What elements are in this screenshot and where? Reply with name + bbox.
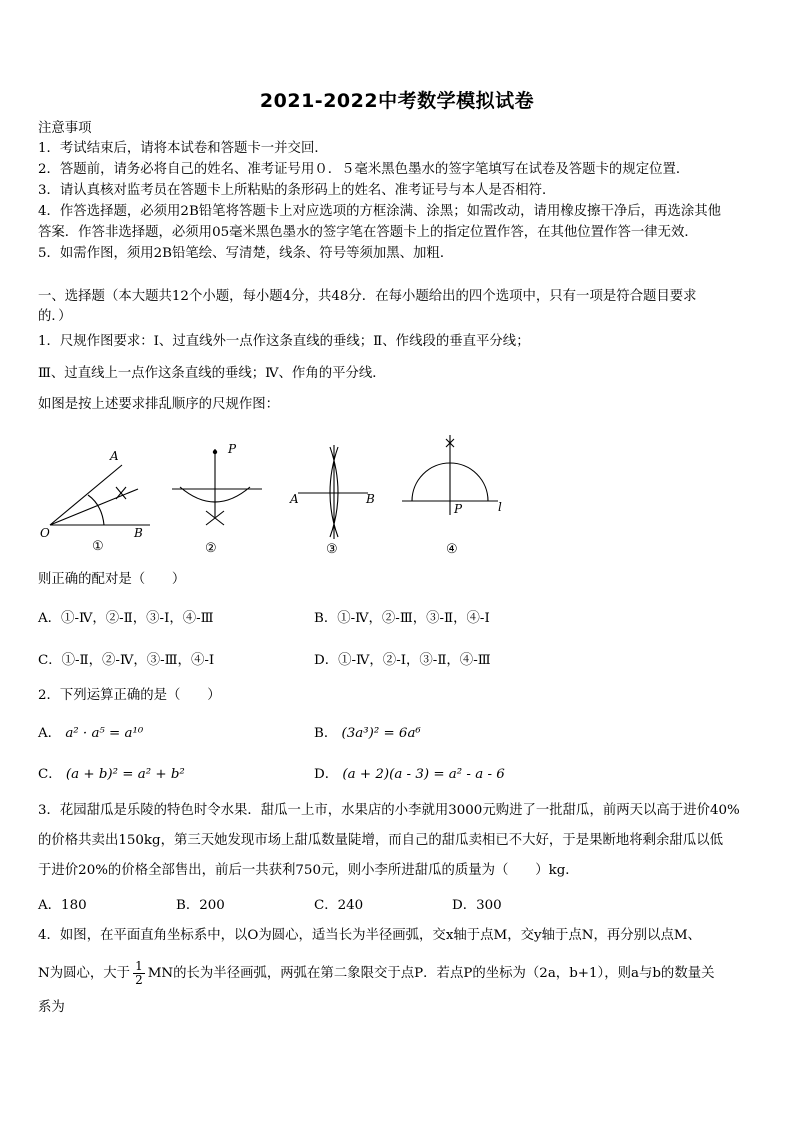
point-P-dot <box>213 450 217 454</box>
q4-line2-pre: N为圆心，大于 <box>38 966 131 981</box>
label-B: B <box>134 526 143 540</box>
label-B: B <box>366 492 375 506</box>
q3-option-A[interactable]: A．180 <box>38 898 87 913</box>
q1-stem-line3: 如图是按上述要求排乱顺序的尺规作图： <box>38 397 280 412</box>
notes-heading: 注意事项 <box>38 121 92 136</box>
q4-line2-post: MN的长为半径画弧，两弧在第二象限交于点P．若点P的坐标为（2a，b+1），则a与b的数量关 <box>147 966 715 981</box>
figure-4-perpendicular-on-line <box>402 435 498 515</box>
q1-construction-figures <box>30 425 530 565</box>
q2-option-C-label: C． <box>38 767 62 782</box>
q3-option-C[interactable]: C．240 <box>314 898 364 913</box>
note-item: 3．请认真核对监考员在答题卡上所粘贴的条形码上的姓名、准考证号与本人是否相符． <box>38 183 556 198</box>
figure-3-perpendicular-bisector <box>298 445 368 539</box>
q2-option-D-expression: (a + 2)(a - 3) = a² - a - 6 <box>342 767 505 782</box>
figure-number-1: ① <box>92 539 104 554</box>
q2-option-C[interactable] <box>38 763 185 782</box>
section-header-cont: 的．） <box>38 309 72 324</box>
q1-option-D[interactable]: D．①-Ⅳ，②-Ⅰ，③-Ⅱ，④-Ⅲ <box>314 653 491 668</box>
q3-stem-line1: 3．花园甜瓜是乐陵的特色时令水果．甜瓜一上市，水果店的小李就用3000元购进了一批甜瓜，前两天以高于进价40% <box>38 803 740 818</box>
fraction-one-half <box>133 960 145 987</box>
q4-stem-line1: 4．如图，在平面直角坐标系中，以O为圆心，适当长为半径画弧，交x轴于点M，交y轴于点N，再分别以点M、 <box>38 928 701 943</box>
q2-option-C-expression: (a + b)² = a² + b² <box>65 767 185 782</box>
fraction-numerator: 1 <box>135 959 143 973</box>
label-P: P <box>454 502 463 516</box>
q2-option-B-label: B． <box>314 726 338 741</box>
q2-option-A-label: A． <box>38 726 62 741</box>
label-A: A <box>110 449 119 463</box>
q2-option-D[interactable] <box>314 763 505 782</box>
q2-stem: 2．下列运算正确的是（ ） <box>38 688 221 703</box>
label-A: A <box>290 492 299 506</box>
q1-stem-line2: Ⅲ、过直线上一点作这条直线的垂线；Ⅳ、作角的平分线． <box>38 366 386 381</box>
note-item: 4．作答选择题，必须用2B铅笔将答题卡上对应选项的方框涂满、涂黑；如需改动，请用橡皮擦干净后，再选涂其他 <box>38 204 722 219</box>
figure-number-3: ③ <box>326 542 338 557</box>
q4-stem-line2 <box>38 958 758 990</box>
q3-option-D[interactable]: D．300 <box>452 898 502 913</box>
note-item: 答案．作答非选择题，必须用05毫米黑色墨水的签字笔在答题卡上的指定位置作答，在其他位置作答一律无效． <box>38 225 698 240</box>
label-P: P <box>228 442 237 456</box>
figure-number-2: ② <box>205 541 217 556</box>
q1-stem-line1: 1．尺规作图要求：Ⅰ、过直线外一点作这条直线的垂线；Ⅱ、作线段的垂直平分线； <box>38 334 530 349</box>
q3-stem-line3: 于进价20%的价格全部售出，前后一共获利750元，则小李所进甜瓜的质量为（ ）kg． <box>38 863 579 878</box>
note-item: 5．如需作图，须用2B铅笔绘、写清楚，线条、符号等须加黑、加粗． <box>38 246 454 261</box>
section-header: 一、选择题（本大题共12个小题，每小题4分，共48分．在每小题给出的四个选项中，只有一项是符合题目要求 <box>38 289 697 304</box>
q1-option-B[interactable]: B．①-Ⅳ，②-Ⅲ，③-Ⅱ，④-Ⅰ <box>314 611 490 626</box>
q3-stem-line2: 的价格共卖出150kg，第三天她发现市场上甜瓜数量陡增，而自己的甜瓜卖相已不大好，于是果断地将剩余甜瓜以低 <box>38 833 723 848</box>
page-title: 2021-2022中考数学模拟试卷 <box>259 90 535 112</box>
q2-option-A-expression: a² · a⁵ = a¹⁰ <box>65 726 144 741</box>
q1-option-C[interactable]: C．①-Ⅱ，②-Ⅳ，③-Ⅲ，④-Ⅰ <box>38 653 215 668</box>
note-item: 2．答题前，请务必将自己的姓名、准考证号用０．５毫米黑色墨水的签字笔填写在试卷及答题卡的规定位置． <box>38 162 690 177</box>
q1-answer-stem: 则正确的配对是（ ） <box>38 572 186 587</box>
figure-1-angle-bisector <box>50 465 150 525</box>
fraction-denominator: 2 <box>135 973 143 987</box>
q2-option-B-expression: (3a³)² = 6a⁶ <box>341 726 421 741</box>
label-O: O <box>40 526 50 540</box>
q2-option-D-label: D． <box>314 767 339 782</box>
q2-option-A[interactable] <box>38 722 143 741</box>
q3-option-B[interactable]: B．200 <box>176 898 225 913</box>
figure-number-4: ④ <box>446 542 458 557</box>
label-l: l <box>498 500 502 514</box>
q4-stem-line3: 系为 <box>38 1000 65 1015</box>
note-item: 1．考试结束后，请将本试卷和答题卡一并交回． <box>38 141 328 156</box>
q1-option-A[interactable]: A．①-Ⅳ，②-Ⅱ，③-Ⅰ，④-Ⅲ <box>38 611 214 626</box>
figure-2-perpendicular-from-point <box>172 449 262 525</box>
q2-option-B[interactable] <box>314 722 421 741</box>
